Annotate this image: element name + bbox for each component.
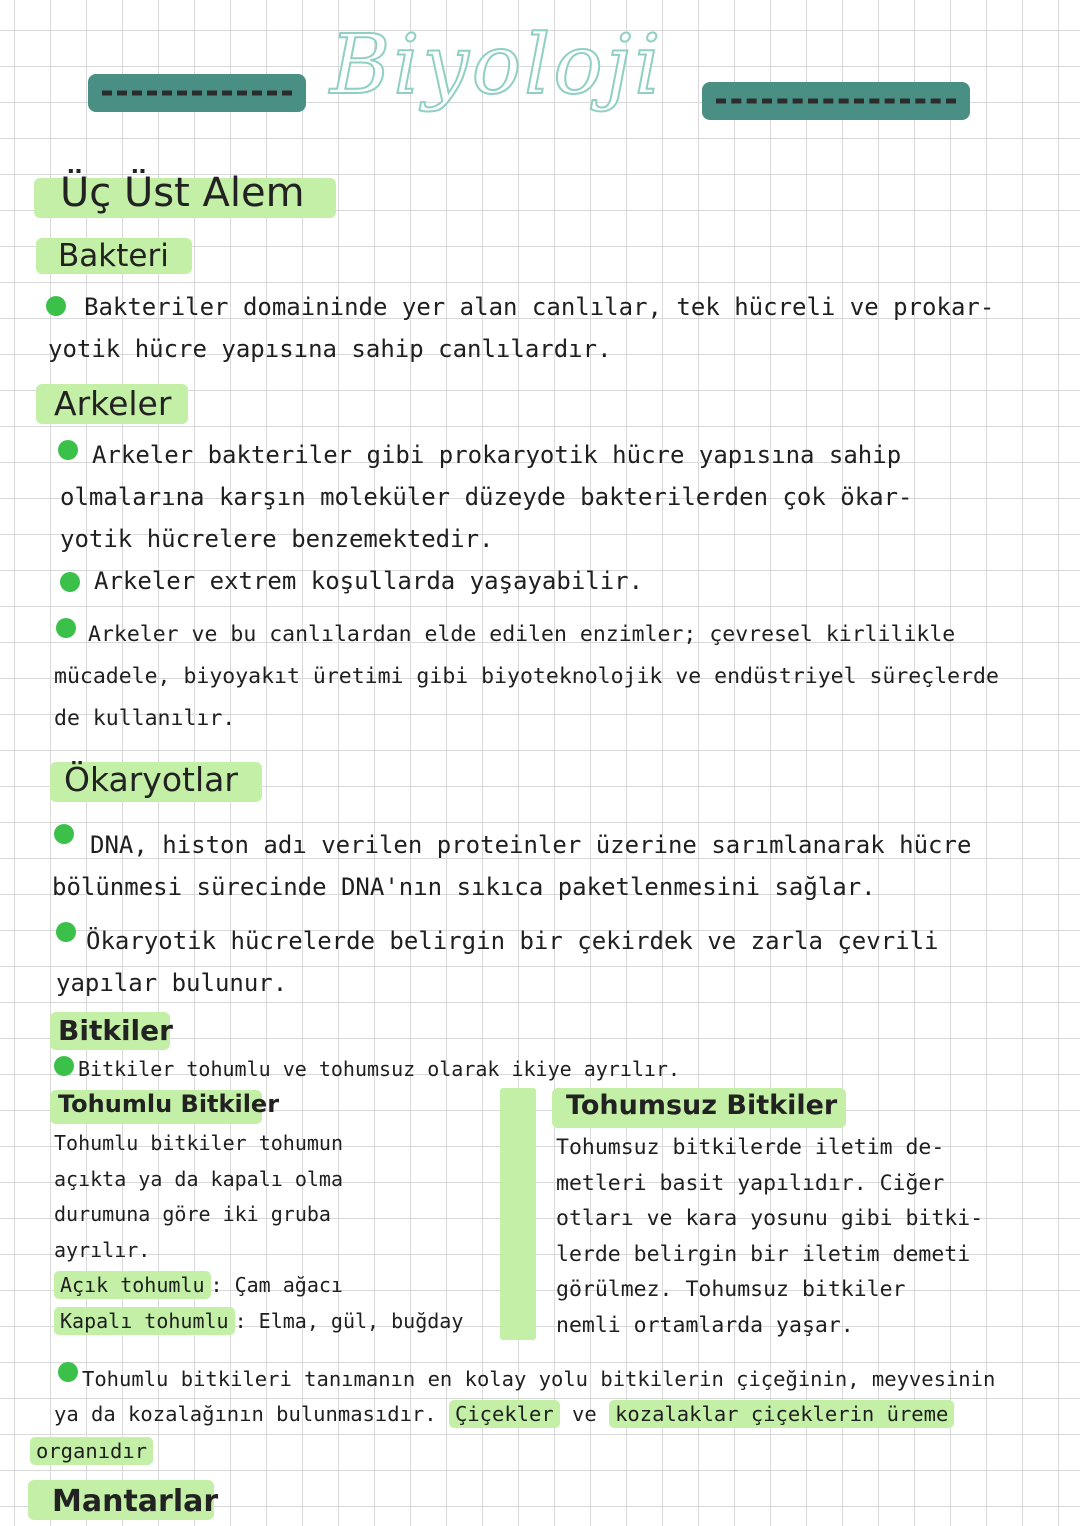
text-line: otları ve kara yosunu gibi bitki- [556,1206,984,1231]
tohumsuz-heading: Tohumsuz Bitkiler [566,1090,838,1121]
bullet-icon [60,572,80,592]
text-line: yotik hücre yapısına sahip canlılardır. [48,335,612,363]
kapali-tohumlu-line [54,1304,463,1340]
text-line [54,1396,995,1432]
header-right-dashes [716,99,956,104]
text-line: görülmez. Tohumsuz bitkiler [556,1277,906,1302]
bakteri-heading: Bakteri [58,238,169,274]
summary-line2-mid: ve [572,1402,597,1426]
text-line: Tohumsuz bitkilerde iletim de- [556,1135,945,1160]
text-line: de kullanılır. [54,706,236,731]
summary-highlight-cicekler: Çiçekler [449,1400,560,1428]
tohumlu-heading: Tohumlu Bitkiler [58,1090,280,1118]
page-title: Biyoloji [330,18,664,113]
text-line: açıkta ya da kapalı olma [54,1166,343,1191]
bitkiler-intro: Bitkiler tohumlu ve tohumsuz olarak ikiye ayrılır. [78,1057,681,1081]
bakteri-paragraph-1 [48,286,1044,370]
text-line: Tohumlu bitkiler tohumun [54,1131,343,1155]
acik-tohumlu-label: Açık tohumlu [54,1271,211,1299]
text-line: nemli ortamlarda yaşar. [556,1312,854,1338]
column-divider [500,1088,536,1340]
text-line: DNA, histon adı verilen proteinler üzerine sarımlanarak hücre [90,831,972,859]
bullet-icon [54,1056,74,1076]
bitkiler-heading: Bitkiler [58,1014,173,1047]
text-line [30,1432,995,1470]
kapali-tohumlu-label: Kapalı tohumlu [54,1307,235,1335]
text-line: Ökaryotik hücrelerde belirgin bir çekirdek ve zarla çevrili [86,927,939,955]
summary-line2-start: ya da kozalağının bulunmasıdır. [54,1402,437,1426]
bullet-icon [56,922,76,942]
header-right-bar [702,82,970,120]
okaryotlar-paragraph-1 [52,824,1050,908]
arkeler-heading: Arkeler [54,384,172,423]
header-left-dashes [102,91,292,96]
arkeler-paragraph-3 [54,614,1068,740]
bullet-icon [54,824,74,844]
mantarlar-heading: Mantarlar [52,1484,219,1519]
tohumlu-text [54,1126,463,1339]
text-line: bölünmesi sürecinde DNA'nın sıkıca paketlenmesini sağlar. [52,873,876,901]
acik-tohumlu-value: : Çam ağacı [210,1273,343,1297]
text-line: olmalarına karşın moleküler düzeyde bakterilerden çok ökar- [60,483,913,511]
text-line: Tohumlu bitkileri tanımanın en kolay yolu bitkilerin çiçeğinin, meyvesinin [82,1367,996,1391]
bitkiler-summary [36,1362,996,1470]
text-line: lerde belirgin bir iletim demeti [556,1241,971,1267]
bullet-icon [58,440,78,460]
header-left-bar [88,74,306,112]
okaryotlar-heading: Ökaryotlar [64,760,238,799]
text-line: durumuna göre iki gruba [54,1202,331,1226]
summary-highlight-kozalaklar: kozalaklar çiçeklerin üreme [609,1400,954,1428]
text-line: yotik hücrelere benzemektedir. [60,525,494,553]
text-line: mücadele, biyoyakıt üretimi gibi biyoteknolojik ve endüstriyel süreçlerde [54,664,999,689]
okaryotlar-paragraph-2 [56,920,1046,1004]
acik-tohumlu-line [54,1268,463,1304]
summary-highlight-organidir: organıdır [30,1437,153,1465]
text-line: Arkeler ve bu canlılardan elde edilen enzimler; çevresel kirlilikle [88,622,956,647]
bullet-icon [46,296,66,316]
tohumsuz-text [556,1130,983,1343]
text-line: Bakteriler domaininde yer alan canlılar, tek hücreli ve prokar- [84,293,995,321]
text-line: Arkeler extrem koşullarda yaşayabilir. [94,567,644,595]
text-line: metleri basit yapılıdır. Ciğer [556,1170,945,1196]
kapali-tohumlu-value: : Elma, gül, buğday [234,1308,464,1333]
text-line: yapılar bulunur. [56,969,288,997]
main-heading: Üç Üst Alem [60,170,305,216]
arkeler-paragraph-2 [94,560,1034,602]
bullet-icon [56,618,76,638]
text-line: Arkeler bakteriler gibi prokaryotik hücre yapısına sahip [92,441,902,469]
arkeler-paragraph-1 [60,434,1052,560]
text-line: ayrılır. [54,1237,151,1262]
